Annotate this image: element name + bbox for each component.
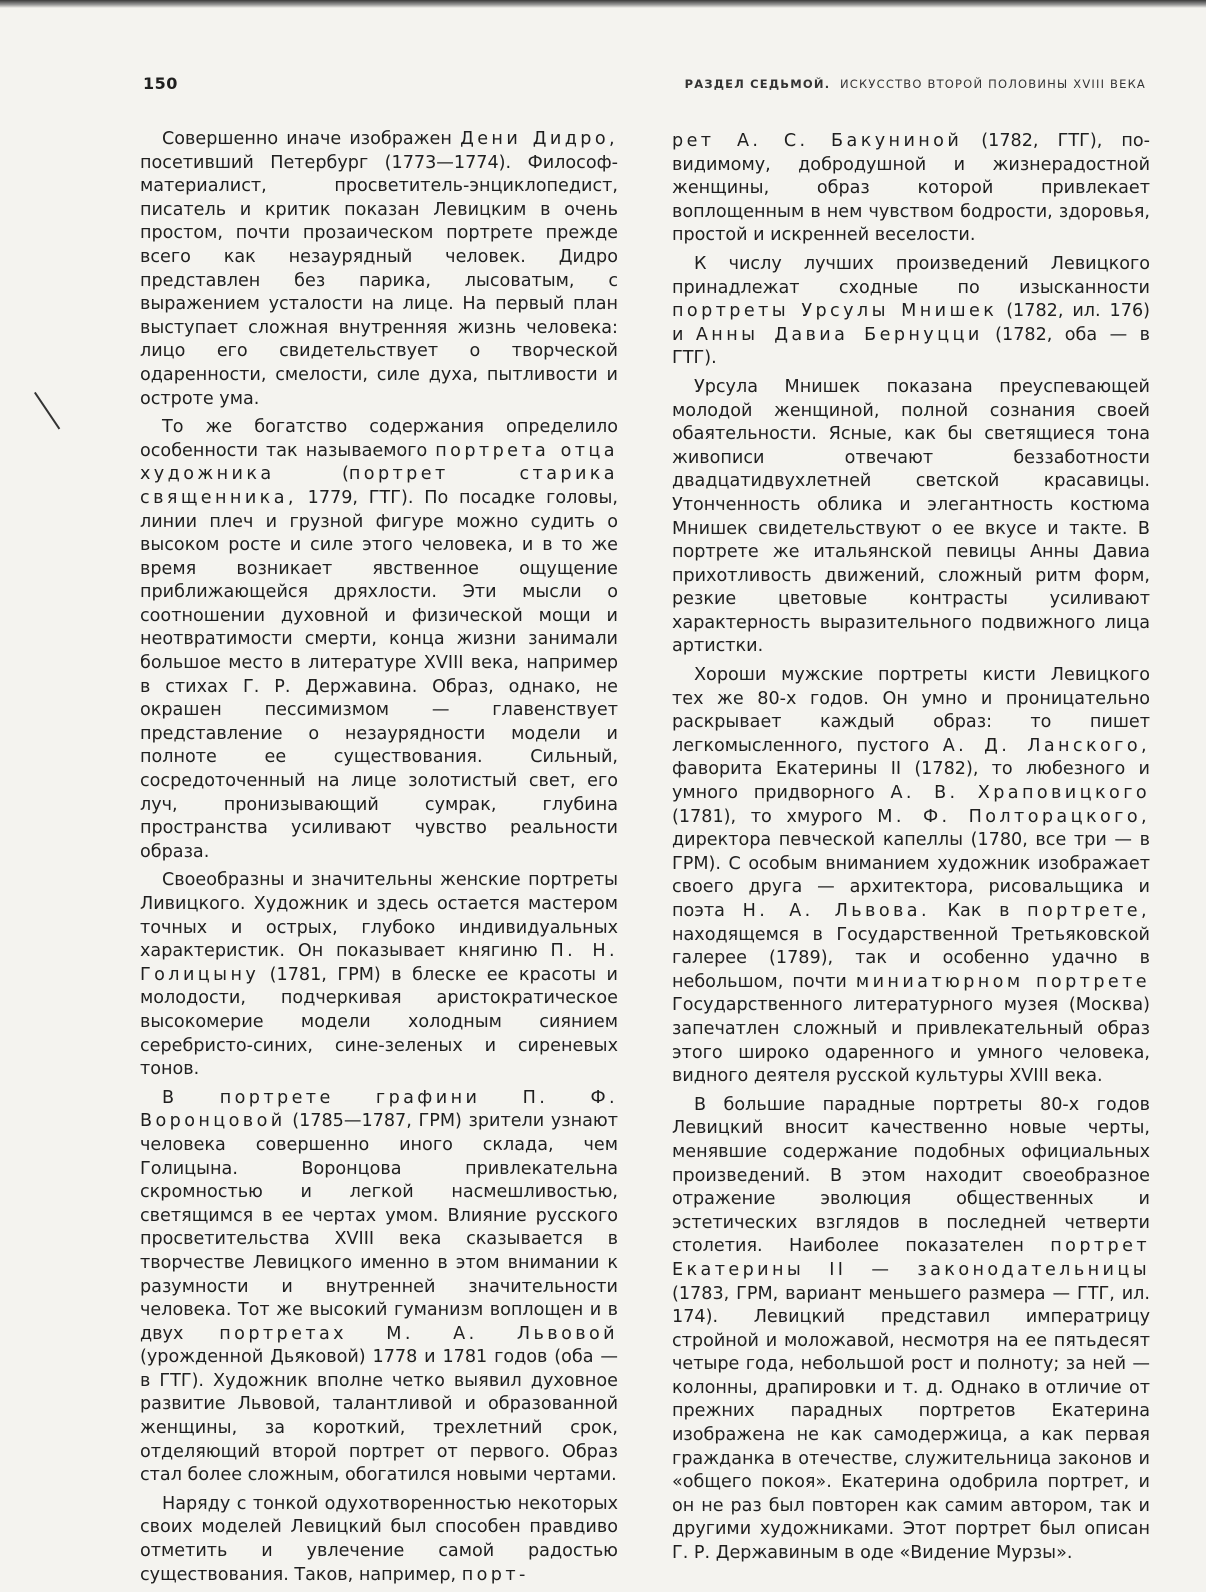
margin-pencil-mark [34, 392, 60, 430]
running-head-section: РАЗДЕЛ СЕДЬМОЙ. [684, 77, 831, 91]
paragraph: Урсула Мнишек показана преуспевающей молодой женщиной, полной сознания своей обаятельности. Ясные, как бы светящиеся тона живописи отвечают беззаботности двадцатидвухлетней светской красавицы. Утонченность облика и элегантность костюма Мнишек свидетельствуют о ее вкусе и такте. В портрете же итальянской певицы Анны Давиа прихотливость движений, сложный ритм форм, резкие цветовые контрасты усиливают характерность выразительного подвижного лица артистки. [672, 376, 1150, 657]
paragraph: Хороши мужские портреты кисти Левицкого тех же 80-х годов. Он умно и проницательно раскрывает каждый образ: то пишет легкомысленного, пустого А. Д. Ланского, фаворита Екатерины II (1782), то любезного и умного придворного А. В. Храповицкого (1781), то хмурого М. Ф. Полторацкого, директора певческой капеллы (1780, все три — в ГРМ). С особым вниманием художник изображает своего друга — архитектора, рисовальщика и поэта Н. А. Львова. Как в портрете, находящемся в Государственной Третьяковской галерее (1789), так и особенно удачно в небольшом, почти миниатюрном портрете Государственного литературного музея (Москва) запечатлен сложный и привлекательный образ этого широко одаренного и умного человека, видного деятеля русской культуры XVIII века. [672, 665, 1151, 1087]
paragraph: В большие парадные портреты 80-х годов Левицкий вносит качественно новые черты, менявшие содержание подобных официальных произведений. В этом находит своеобразное отражение эволюция общественных и эстетических взглядов в последней четверти столетия. Наиболее показателен портрет Екатерины II — законодательницы (1783, ГРМ, вариант меньшего размера — ГТГ, ил. 174). Левицкий представил императрицу стройной и моложавой, несмотря на ее пятьдесят четыре года, небольшой рост и полноту; за ней — колонны, драпировки и т. д. Однако в отличие от прежних парадных портретов Екатерина изображена не как самодержица, а как первая гражданка в отечестве, служительница законов и «общего покоя». Екатерина одобрила портрет, и он не раз был повторен как самим автором, так и другими художниками. Этот портрет был описан Г. Р. Державиным в оде «Видение Мурзы». [672, 1094, 1150, 1564]
paragraph: В портрете графини П. Ф. Воронцовой (1785—1787, ГРМ) зрители узнают человека совершенно иного склада, чем Голицына. Воронцова привлекательна скромностью и легкой насмешливостью, светящимся в ее чертах умом. Влияние русского просветительства XVIII века сказывается в творчестве Левицкого именно в этом внимании к разумности и внутренней значительности человека. Тот же высокий гуманизм воплощен и в двух портретах М. А. Львовой (урожденной Дьяковой) 1778 и 1781 годов (оба — в ГТГ). Художник вполне четко выявил духовное развитие Львовой, талантливой и образованной женщины, за короткий, трехлетний срок, отделяющий второй портрет от первого. Образ стал более сложным, обогатился новыми чертами. [140, 1087, 618, 1486]
right-column [672, 130, 1150, 1571]
paragraph: Совершенно иначе изображен Дени Дидро, посетивший Петербург (1773—1774). Философ-материалист, просветитель-энциклопедист, писатель и критик показан Левицким в очень простом, почти прозаическом портрете прежде всего как незаурядный человек. Дидро представлен без парика, лысоватым, с выражением усталости на лице. На первый план выступает сложная внутренняя жизнь человека: лицо его свидетельствует о творческой одаренности, смелости, силе духа, пытливости и остроте ума. [140, 129, 618, 409]
top-scan-edge [0, 0, 1206, 8]
paragraph: рет А. С. Бакуниной (1782, ГТГ), по-видимому, добродушной и жизнерадостной женщины, образ которой привлекает воплощенным в нем чувством бодрости, здоровья, простой и искренней веселости. [672, 131, 1150, 246]
running-head [685, 77, 1146, 91]
paragraph: Своеобразны и значительны женские портреты Ливицкого. Художник и здесь остается мастером точных и острых, глубоко индивидуальных характеристик. Он показывает княгиню П. Н. Голицыну (1781, ГРМ) в блеске ее красоты и молодости, подчеркивая аристократическое высокомерие модели холодным сиянием серебристо-синих, сине-зеленых и сиреневых тонов. [140, 870, 618, 1080]
paragraph: К числу лучших произведений Левицкого принадлежат сходные по изысканности портреты Урсулы Мнишек (1782, ил. 176) и Анны Давиа Бернуцци (1782, оба — в ГТГ). [672, 253, 1151, 369]
left-column [140, 128, 618, 1592]
running-head-subtitle: ИСКУССТВО ВТОРОЙ ПОЛОВИНЫ XVIII ВЕКА [840, 77, 1146, 91]
paragraph: Наряду с тонкой одухотворенностью некоторых своих моделей Левицкий был способен правдиво отметить и увлечение самой радостью существования. Таков, например, порт- [140, 1493, 618, 1585]
paragraph: То же богатство содержания определило особенности так называемого портрета отца художника (портрет старика священника, 1779, ГТГ). По посадке головы, линии плеч и грузной фигуре можно судить о высоком росте и силе этого человека, и в то же время возникает явственное ощущение приближающейся дряхлости. Эти мысли о соотношении духовной и физической мощи и неотвратимости смерти, конца жизни занимали большое место в литературе XVIII века, например в стихах Г. Р. Державина. Образ, однако, не окрашен пессимизмом — главенствует представление о незаурядности модели и полноте ее существования. Сильный, сосредоточенный на лице золотистый свет, его луч, пронизывающий сумрак, глубина пространства усиливают чувство реальности образа. [140, 417, 618, 862]
page-number: 150 [143, 74, 178, 93]
